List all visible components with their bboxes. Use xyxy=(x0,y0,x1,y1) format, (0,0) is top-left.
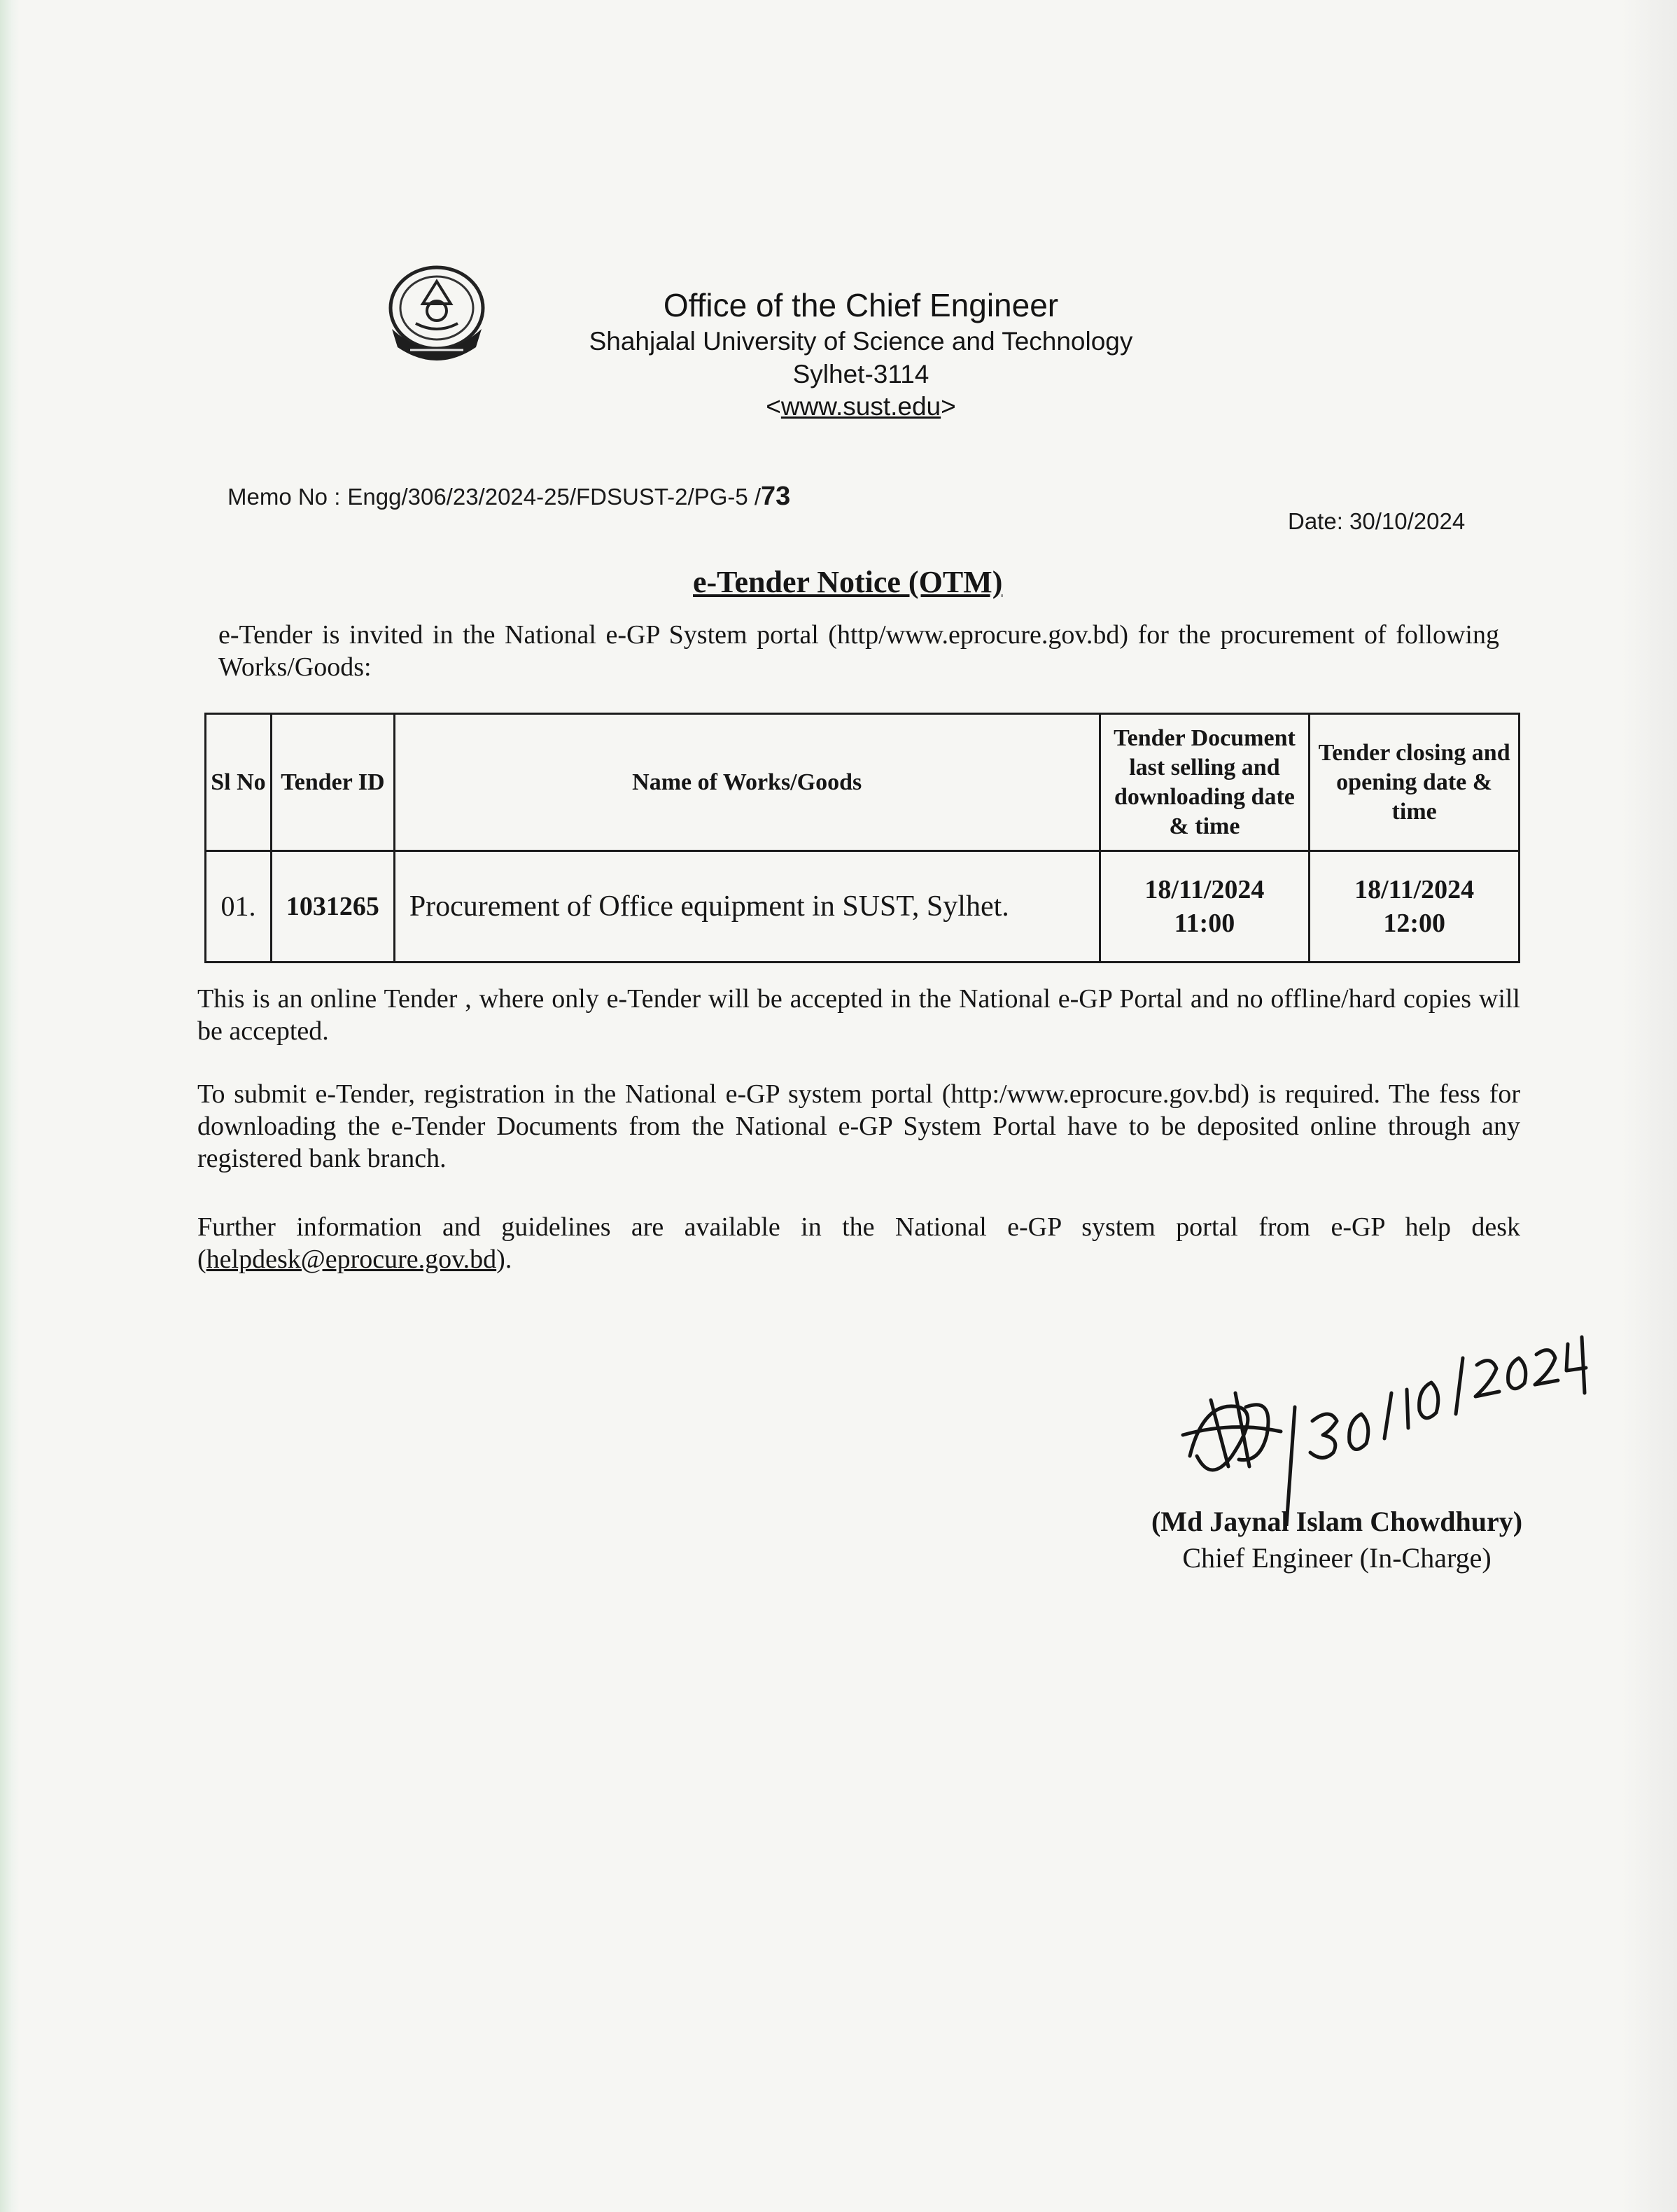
header-closing-date: Tender closing and opening date & time xyxy=(1310,714,1520,851)
document-date: 18/11/2024 xyxy=(1144,875,1265,904)
helpdesk-email-link[interactable]: helpdesk@eprocure.gov.bd xyxy=(206,1245,497,1274)
cell-tender-id: 1031265 xyxy=(271,851,394,962)
header-document-date: Tender Document last selling and downloading date & time xyxy=(1100,714,1310,851)
letterhead xyxy=(532,286,1190,423)
notice-title: e-Tender Notice (OTM) xyxy=(693,565,1003,599)
signatory-designation: Chief Engineer (In-Charge) xyxy=(1182,1542,1492,1574)
header-works-name: Name of Works/Goods xyxy=(394,714,1100,851)
website-link[interactable]: www.sust.edu xyxy=(780,392,941,421)
university-website: <www.sust.edu> xyxy=(766,392,956,421)
memo-serial: 73 xyxy=(761,482,791,511)
notice-date: Date: 30/10/2024 xyxy=(1288,508,1466,534)
tender-table xyxy=(204,713,1520,963)
paper-edge-shade xyxy=(0,0,20,2212)
cell-closing-date xyxy=(1310,851,1520,962)
paper-edge-shade-right xyxy=(1621,0,1677,2212)
intro-paragraph: e-Tender is invited in the National e-GP System portal (http/www.eprocure.gov.bd) for the procurement of following Works/Goods: xyxy=(218,620,1499,682)
online-tender-paragraph: This is an online Tender , where only e-Tender will be accepted in the National e-GP Portal and no offline/hard copies will be accepted. xyxy=(197,984,1520,1046)
closing-time: 12:00 xyxy=(1383,909,1445,938)
cell-document-date xyxy=(1100,851,1310,962)
handwritten-signature xyxy=(1162,1316,1596,1526)
header-tender-id: Tender ID xyxy=(271,714,394,851)
signatory-name: (Md Jaynal Islam Chowdhury) xyxy=(1151,1506,1523,1537)
office-name: Office of the Chief Engineer xyxy=(663,287,1059,323)
cell-sl-no: 01. xyxy=(206,851,272,962)
further-info-paragraph: Further information and guidelines are available in the National e-GP system portal from e-GP help desk (helpdesk@eprocure.gov.bd). xyxy=(197,1212,1520,1274)
cell-works-name: Procurement of Office equipment in SUST, Sylhet. xyxy=(394,851,1100,962)
closing-date: 18/11/2024 xyxy=(1354,875,1475,904)
university-logo xyxy=(378,265,496,370)
document-time: 11:00 xyxy=(1174,909,1235,938)
university-city: Sylhet-3114 xyxy=(792,360,929,388)
memo-label: Memo No : xyxy=(227,484,341,510)
signatory-block xyxy=(1120,1504,1554,1576)
header-sl-no: Sl No xyxy=(206,714,272,851)
memo-number xyxy=(227,482,790,512)
registration-paragraph: To submit e-Tender, registration in the National e-GP system portal (http:/www.eprocure.gov.bd) is required. The fess for downloading the e-Tender Documents from the National e-GP System Portal have to be deposited online through any registered bank branch. xyxy=(197,1079,1520,1173)
table-header-row xyxy=(206,714,1520,851)
university-name: Shahjalal University of Science and Technology xyxy=(589,327,1133,356)
table-row xyxy=(206,851,1520,962)
memo-value: Engg/306/23/2024-25/FDSUST-2/PG-5 / xyxy=(347,484,762,510)
